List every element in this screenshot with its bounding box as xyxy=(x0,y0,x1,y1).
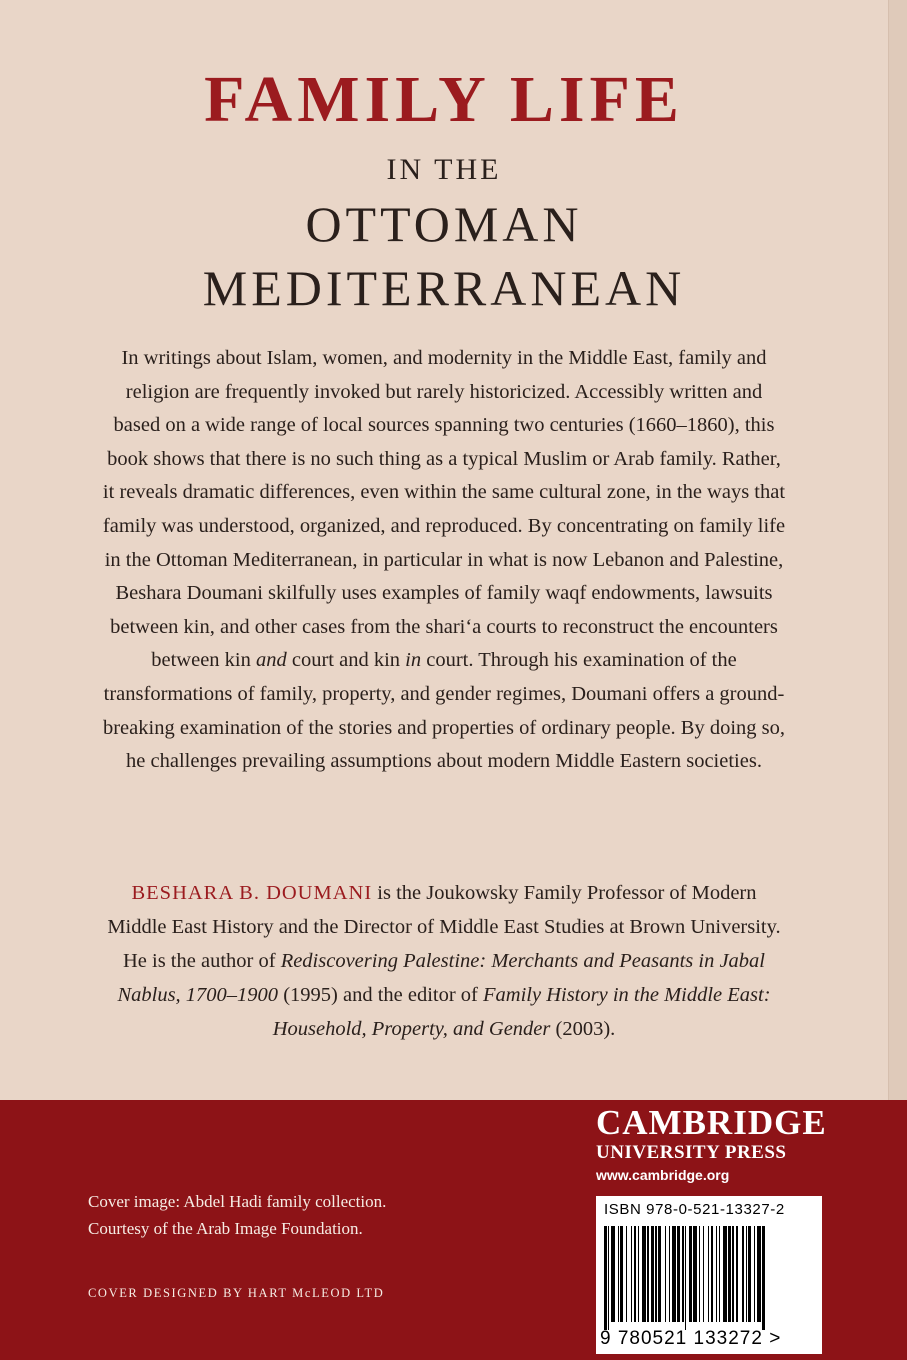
barcode-bar xyxy=(689,1226,692,1322)
barcode-bar xyxy=(719,1226,720,1322)
barcode-bar xyxy=(746,1226,747,1322)
isbn-barcode xyxy=(596,1196,822,1354)
cover-image-credit xyxy=(88,1188,386,1242)
barcode-bar xyxy=(665,1226,666,1322)
barcode-bar xyxy=(757,1226,761,1322)
barcode-bar xyxy=(708,1226,709,1322)
author-bio xyxy=(100,876,788,1046)
barcode-bar xyxy=(693,1226,697,1322)
barcode-bar xyxy=(699,1226,700,1322)
title-line-mediterranean: MEDITERRANEAN xyxy=(202,260,686,316)
description-emphasis-in: in xyxy=(405,649,422,672)
barcode-bar xyxy=(736,1226,737,1322)
barcode-bar xyxy=(669,1226,670,1322)
barcode-bar xyxy=(762,1226,765,1330)
barcode-bar xyxy=(655,1226,656,1322)
description-text-3: court. Through his examination of the transformations of family, property, and gender regimes, Doumani offers a ground-breaking examination of the stories and properties of ordinary people. By doing so, he challenges prevailing assumptions about modern Middle Eastern societies. xyxy=(102,649,786,773)
publisher-url: www.cambridge.org xyxy=(596,1167,730,1183)
publisher-logo xyxy=(596,1104,828,1186)
barcode-bar xyxy=(682,1226,683,1322)
description-text-1: In writings about Islam, women, and modernity in the Middle East, family and religion are frequently invoked but rarely historicized. Accessibly written and based on a wide range of local sources spanning two centuries (1660–1860), this book shows that there is no such thing as a typical Muslim or Arab family. Rather, it reveals dramatic differences, even within the same cultural zone, in the ways that family was understood, organized, and reproduced. By concentrating on family life in the Ottoman Mediterranean, in particular in what is now Lebanon and Palestine, Beshara Doumani skilfully uses examples of family waqf endowments, lawsuits between kin, and other cases from the shari‘a courts to reconstruct the encounters between kin xyxy=(102,347,786,672)
bio-book-title-2: Family History in the Middle East: Household, Property, and Gender xyxy=(272,984,771,1040)
cover-designer-credit: COVER DESIGNED BY HART McLEOD LTD xyxy=(88,1286,385,1300)
barcode-bars xyxy=(604,1226,814,1330)
barcode-bar xyxy=(677,1226,680,1322)
book-description xyxy=(100,342,788,779)
isbn-text: ISBN 978-0-521-13327-2 xyxy=(604,1201,785,1218)
title-line-ottoman: OTTOMAN xyxy=(305,196,583,252)
publisher-name: CAMBRIDGE xyxy=(596,1103,827,1142)
description-text-2: court and kin xyxy=(286,649,406,672)
author-name: BESHARA B. DOUMANI xyxy=(131,882,373,904)
barcode-bar xyxy=(723,1226,727,1322)
description-emphasis-and: and xyxy=(256,649,287,672)
barcode-bar xyxy=(647,1226,648,1322)
barcode-bar xyxy=(634,1226,637,1322)
barcode-bar xyxy=(732,1226,733,1322)
barcode-bar xyxy=(642,1226,646,1322)
barcode-bar xyxy=(604,1226,607,1330)
spine-edge xyxy=(888,0,907,1100)
barcode-bar xyxy=(754,1226,755,1322)
title-line-family-life: FAMILY LIFE xyxy=(204,63,684,136)
barcode-digits: 9 780521 133272 > xyxy=(600,1328,782,1349)
title-line-in-the: IN THE xyxy=(386,153,502,186)
footer-band xyxy=(0,1100,907,1360)
bio-text-3: (2003). xyxy=(550,1018,616,1040)
barcode-bar xyxy=(611,1226,615,1322)
barcode-bar xyxy=(638,1226,639,1322)
barcode-bar xyxy=(651,1226,654,1322)
barcode-bar xyxy=(685,1226,686,1330)
barcode-bar xyxy=(711,1226,714,1322)
publisher-subtitle: UNIVERSITY PRESS xyxy=(596,1142,787,1163)
bio-text-2: (1995) and the editor of xyxy=(278,984,484,1006)
barcode-bar xyxy=(742,1226,745,1322)
credit-line-2: Courtesy of the Arab Image Foundation. xyxy=(88,1219,363,1238)
barcode-bar xyxy=(728,1226,731,1322)
barcode-bar xyxy=(658,1226,661,1322)
title-block xyxy=(0,60,888,320)
barcode-bar xyxy=(608,1226,609,1330)
barcode-bar xyxy=(618,1226,619,1322)
barcode-bar xyxy=(672,1226,676,1322)
barcode-bar xyxy=(748,1226,751,1322)
bio-book-title-1: Rediscovering Palestine: Merchants and Peasants in Jabal Nablus, 1700–1900 xyxy=(117,950,765,1006)
barcode-bar xyxy=(626,1226,627,1322)
bio-text-1: is the Joukowsky Family Professor of Modern Middle East History and the Director of Middle East Studies at Brown University. He is the author of xyxy=(107,882,781,972)
barcode-bar xyxy=(620,1226,623,1322)
barcode-bar xyxy=(703,1226,704,1322)
credit-line-1: Cover image: Abdel Hadi family collection. xyxy=(88,1192,387,1211)
barcode-bar xyxy=(631,1226,632,1322)
barcode-bar xyxy=(716,1226,717,1322)
